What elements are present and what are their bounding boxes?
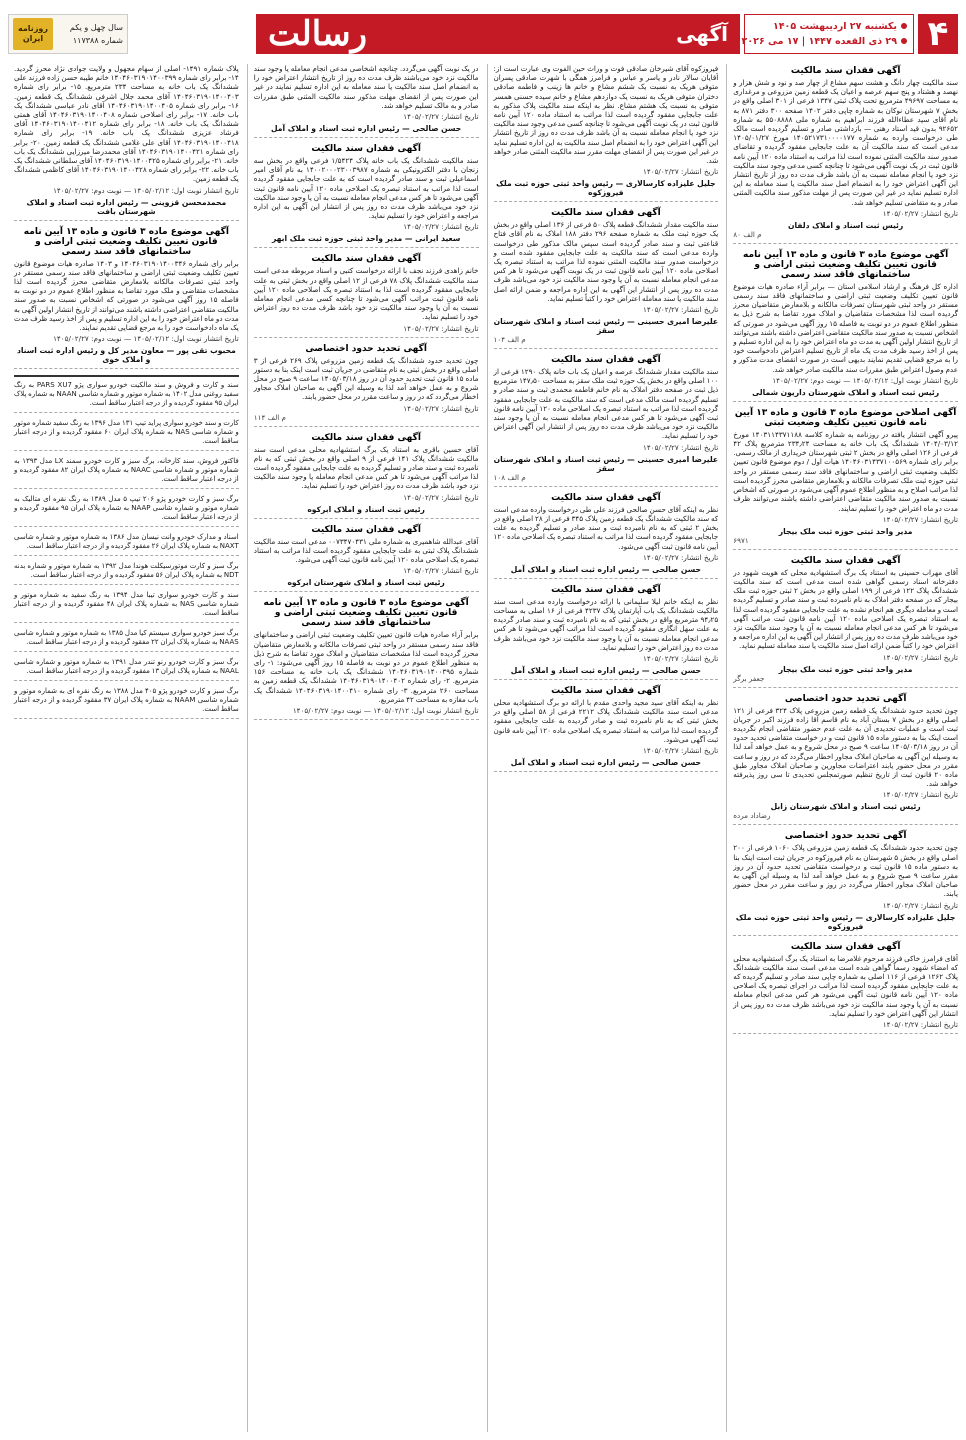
ad-publish-date: تاریخ انتشار: ۱۴۰۵/۰۲/۲۷ (882, 900, 958, 910)
ad-publish-date: تاریخ انتشار نوبت اول: ۱۴۰۵/۰۲/۱۲ — نوبت دوم: ۱۴۰۵/۰۲/۲۷ (292, 705, 479, 715)
ad-reference-code: رضاداد مرده (733, 811, 771, 821)
ad-body: در یک نوبت آگهی می‌گردد. چنانچه اشخاصی مدعی انجام معامله یا وجود سند مالکیت نزد خود می‌باشند ظرف مدت ده روز از تاریخ انتشار اعتراض خود را به انضمام اصل سند مالکیت یا سند معامله به این اداره تسلیم نمایند در غیر این صورت پس از انقضای مهلت مذکور سند مالکیت المثنی طبق مقررات صادر و به مالک تسلیم خواهد شد. (253, 64, 479, 110)
ad-title: آگهی فقدان سند مالکیت (311, 144, 421, 155)
masthead-box (8, 14, 128, 54)
vehicle-loss-text: برگ سبز و کارت موتورسیکلت هوندا مدل ۱۳۹۲ به شماره موتور و شماره بدنه NDT به شماره پلاک ایران ۵۶ مفقود گردیده و از درجه اعتبار ساقط است. (14, 562, 239, 580)
vehicle-loss-text: فاکتور فروش، سند کارخانه، برگ سبز و کارت خودرو سمند LX مدل ۱۳۹۳ به شماره موتور و شماره شاسی NAAC به شماره پلاک ایران ۸۲ مفقود گردیده و از درجه اعتبار ساقط است. (14, 457, 239, 484)
classified-ad (494, 208, 719, 349)
vehicle-loss-notice (14, 629, 239, 652)
classified-ad (733, 408, 958, 550)
vehicle-loss-notice (14, 457, 239, 489)
ad-title: آگهی فقدان سند مالکیت (311, 432, 421, 443)
classified-ad (254, 344, 479, 427)
ad-body: آقای مهراب حسینی به استناد یک برگ استشهادیه محلی که هویت شهود در دفترخانه اسناد رسمی گواهی شده است مدعی است که سند مالکیت ششدانگ پلاک ۱۲۲ فرعی از ۱۹۹ اصلی واقع در بخش ۲ ثبتی حوزه ثبت ملک بیجار که در صفحه دفتر املاک به نام نامبرده ثبت و سند صادر و تسلیم گردیده است و معامله دیگری هم انجام نشده به علت جابجایی مفقود گردیده است لذا به استناد تبصره یک اصلاحی ماده ۱۲۰ آیین نامه قانون ثبت مراتب آگهی می‌شود تا هر کس مدعی انجام معامله نسبت به آن یا وجود سند مالکیت نزد خود می‌باشد ظرف مدت ده روز پس از انتشار این آگهی به این اداره مراجعه و اعتراض خود را کتباً ضمن ارائه اصل سند مالکیت یا سند معامله تسلیم نماید. (733, 567, 958, 651)
ad-column (487, 64, 719, 1432)
ad-signature: حسن صالحی — رئیس اداره ثبت اسناد و املاک آمل (271, 124, 462, 134)
vehicle-loss-notice (14, 658, 239, 681)
ad-title: آگهی فقدان سند مالکیت (790, 555, 901, 566)
ad-signature: مدیر واحد ثبتی حوزه ثبت ملک بیجار (778, 526, 913, 536)
ad-body: چون تحدید حدود ششدانگ یک قطعه زمین مزروعی پلاک ۱۰۶۰ فرعی از ۲۰۰ اصلی واقع در بخش ۵ شهرستان به نام فیروزکوه در جریان ثبت است اینک بنا به دستور ماده ۱۵ قانون ثبت و درخواست متقاضی تحدید حدود آن در روز مقرر ساعت ۹ صبح شروع و به عمل خواهد آمد لذا به وسیله این آگهی به صاحبان املاک مجاور اخطار می‌گردد در روز و ساعت مقرر در محل حضور یابند. (733, 843, 958, 899)
ad-publish-date: تاریخ انتشار: ۱۴۰۵/۰۲/۲۷ (642, 745, 719, 755)
vehicle-loss-text: برگ سبز خودرو سواری سیستم کیا مدل ۱۳۸۵ به شماره موتور و شماره شاسی NAAS به شماره پلاک ایران ۲۲ مفقود گردیده و از درجه اعتبار ساقط است. (14, 629, 239, 647)
ad-signature: رئیس ثبت اسناد و املاک ابرکوه (307, 504, 425, 514)
ad-body: نظر به اینکه آقای حسن صالحی فرزند علی طی درخواست وارده مدعی است که سند مالکیت ششدانگ یک قطعه زمین پلاک ۳۴۵ فرعی از ۲۸ اصلی واقع در بخش ۲ ثبتی که به نام نامبرده ثبت و سند صادر و تسلیم گردیده به علت جابجایی مفقود گردیده است لذا مراتب به استناد تبصره یک اصلاحی ماده ۱۲۰ آیین نامه قانون ثبت آگهی می‌شود. (493, 504, 719, 551)
ad-publish-date: تاریخ انتشار: ۱۴۰۵/۰۲/۲۷ (403, 222, 479, 232)
ad-publish-date: تاریخ انتشار: ۱۴۰۵/۰۲/۲۷ (882, 790, 958, 800)
ad-columns (8, 64, 958, 1432)
ad-reference-code: م الف ۱۰۴ (493, 335, 526, 345)
ad-publish-date: تاریخ انتشار: ۱۴۰۵/۰۲/۲۷ (642, 653, 719, 663)
classified-ad (733, 694, 958, 826)
vehicle-loss-text: اسناد و مدارک خودرو وانت نیسان مدل ۱۳۸۶ به شماره موتور و شماره شاسی NAXT به شماره پلاک ایران ۲۶ مفقود گردیده و از درجه اعتبار ساقط است. (14, 533, 239, 551)
ad-body: سند مالکیت مقدار ششدانگ قطعه پلاک ۵۰ فرعی از ۱۳۶ اصلی واقع در بخش یک حوزه ثبت ملک به شماره صفحه ۲۹۶ دفتر ۱۸۸ املاک به نام آقای فتاح قناعتی ثبت و سند صادر گردیده است سپس مالک مذکور طی درخواست وارده مدعی است که سند مالکیت به علت جابجایی مفقود شده است و درخواست صدور سند مالکیت المثنی نموده لذا مراتب به استناد تبصره یک اصلاحی ماده ۱۲۰ آیین نامه قانون ثبت در یک نوبت آگهی می‌شود تا هر کس مدعی انجام معامله نسبت به آن یا وجود سند مالکیت نزد خود می‌باشد ظرف مدت ده روز پس از انتشار این آگهی به این اداره مراجعه و ضمن ارائه اصل سند مالکیت یا سند معامله اعتراض خود را کتباً تسلیم نماید. (493, 220, 719, 303)
ad-signature: علیرضا امیری حسینی — رئیس ثبت اسناد و املاک شهرستان سقز (493, 317, 719, 336)
ad-signature: جلیل علیزاده کارسالاری — رئیس واحد ثبتی حوزه ثبت ملک فیروزکوه (496, 179, 716, 198)
classified-ad (494, 686, 719, 772)
vehicle-loss-list (14, 381, 239, 719)
section-title: آگهی (676, 22, 728, 46)
ad-publish-date: تاریخ انتشار: ۱۴۰۵/۰۲/۲۷ (882, 1020, 958, 1029)
date-persian: یکشنبه ۲۷ اردیبهشت ۱۴۰۵ (772, 21, 897, 32)
classified-ad (494, 355, 719, 487)
vehicle-loss-notice (14, 381, 239, 413)
ad-signature: رئیس ثبت اسناد و املاک شهرستان ابرکوه (287, 578, 445, 588)
vehicle-loss-text: برگ سبز و کارت خودرو پژو ۴۰۵ مدل ۱۳۸۸ به رنگ نقره ای به شماره موتور و شماره شاسی NAAM به شماره پلاک ایران ۳۷ مفقود گردیده و از درجه اعتبار ساقط است. (14, 687, 239, 714)
ad-title: آگهی موضوع ماده ۳ قانون و ماده ۱۳ آیین نامه قانون تعیین تکلیف وضعیت ثبتی اراضی و ساختمانهای فاقد سند رسمی (743, 249, 949, 280)
ad-title: آگهی فقدان سند مالکیت (551, 685, 661, 696)
ad-body: فیروزکوه آقای شیرخان صادقی فوت و وراث حین الفوت وی عبارت است از: آقایان سالار نادر و یاسر و عباس و فرامرز همگی با شهرت صادقی پسران متوفی هریک به نسبت یک ششم مشاع و خانم ها زینب و فاطمه صادقی دختران متوفی هریک به نسبت یک دوازدهم مشاع و خانم سیده حسنی همسر متوفی به نسبت یک هشتم مشاع. نظر به اینکه سند مالکیت پلاک مذکور به علت جابجایی مفقود گردیده است لذا مراتب به استناد ماده ۱۲۰ آیین نامه قانون ثبت در یک نوبت آگهی می‌شود تا چنانچه کسی مدعی وجود سند مالکیت نزد خود یا انجام معامله نسبت به آن باشد ظرف مدت ده روز از تاریخ انتشار این آگهی اعتراض خود را به انضمام اصل سند مالکیت به این اداره تسلیم نماید در غیر این صورت پس از انقضای مهلت مقرر سند مالکیت المثنی صادر خواهد شد. (493, 64, 719, 166)
vehicle-loss-text: سند و کارت و فروش و سند مالکیت خودرو سواری پژو PARS XU7 به رنگ سفید روغنی مدل ۱۴۰۲ به شماره موتور و شماره شاسی NAAN به شماره پلاک ایران ۹۵ مفقود گردیده و از درجه اعتبار ساقط است. (14, 381, 239, 408)
classified-ad (254, 598, 479, 720)
vehicle-loss-notice (14, 495, 239, 527)
ad-signature: رئیس ثبت اسناد و املاک دلفان (787, 220, 904, 230)
logo-text-top: روزنامه (18, 24, 48, 33)
ad-body: سند مالکیت چهار دانگ و هشت سهم مشاع از چهار صد و نود و شش هزار و نهصد و هشتاد و پنج سهم عرصه و اعیان یک قطعه زمین مزروعی و مرغداری به مساحت ۴۹۶۹۷ مترمربع تحت پلاک ثبتی ۱۳۴۷ فرعی از ۳۰۱ اصلی واقع در بخش ۷ شهرستان نوکان به شماره چاپی دفتر ۱۴۰۲ صفحه ۳۰۰ دفتر ۸۷۱ به نام آقای سید عطاءالله فرزند ابراهیم به شماره ملی ۵۵۰۸۸۸۸ به شماره ۹۲۶۵۲ بدون قید استاد رهنی — بازداشتی صادر و تسلیم گردیده است مالک طی درخواست وارده به شماره ۱۴۰۵۲۱۷۳۱۰۰۰۰۱۷۷ مورخ ۱۴۰۵/۰۱/۲۷ مدعی است که سند مالکیت آن به علت جابجایی مفقود گردیده و تقاضای صدور سند مالکیت المثنی نموده است لذا مراتب به استناد ماده ۱۲۰ آیین نامه قانون ثبت در یک نوبت آگهی می‌شود تا چنانچه کسی مدعی وجود سند مالکیت نزد خود یا انجام معامله نسبت به آن باشد ظرف مدت ده روز از تاریخ انتشار این آگهی اعتراض خود را به انضمام اصل سند مالکیت یا سند معامله به این اداره تسلیم نماید در غیر این صورت پس از مهلت مذکور سند مالکیت المثنی صادر و به متقاضی تسلیم خواهد شد. (733, 78, 958, 207)
ad-body: پلاک شماره ۱۴۹۱- اصلی از سهام مجهول و ولایت جوادی نژاد محرز گردید. ۱۴- برابر رای شماره ۱۴۰۴۶۰۳۱۹۰۱۴۰۰۳۹۹ خانم طیبه حسن زاده فرزند علی ششدانگ یک باب خانه به مساحت ۲۳۴ مترمربع. ۱۵- برابر رای شماره ۱۴۰۴۶۰۳۱۹۰۱۴۰۰۴۰۳ آقای محمد جلال اشرفی ششدانگ یک قطعه زمین. ۱۶- برابر رای شماره ۱۴۰۴۶۰۳۱۹۰۱۴۰۰۴۰۵ آقای نادر عباسی ششدانگ یک باب خانه. ۱۷- برابر رای اصلاحی شماره ۱۴۰۴۶۰۳۱۹۰۱۴۰۰۴۰۸ آقای همتی ششدانگ یک باب خانه. ۱۸- برابر رای شماره ۱۴۰۴۶۰۳۱۹۰۱۴۰۰۴۱۲ آقای فرشاد عزیزی ششدانگ یک باب خانه. ۱۹- برابر رای شماره ۱۴۰۴۶۰۳۱۹۰۱۴۰۰۴۱۸ آقای علی غلامی ششدانگ یک قطعه زمین. ۲۰- برابر رای شماره ۱۴۰۴۶۰۳۱۹۰۱۴۰۰۴۲۱ آقای محمدرضا میرزایی ششدانگ یک باب خانه. ۲۱- برابر رای شماره ۱۴۰۴۶۰۳۱۹۰۱۴۰۰۴۲۵ آقای سلطانی ششدانگ یک باب خانه. ۲۲- برابر رای شماره ۱۴۰۴۶۰۳۱۹۰۱۴۰۰۴۲۸ آقای کاظمی ششدانگ یک قطعه زمین. (14, 64, 239, 184)
ad-publish-date: تاریخ انتشار: ۱۴۰۵/۰۲/۲۷ (882, 208, 958, 218)
ad-title: آگهی فقدان سند مالکیت (790, 66, 901, 76)
vehicle-loss-notice (14, 687, 239, 719)
ad-body: آقای عبدالله شاهمیری به شماره ملی ۰۰۷۳۴۷۰۴۳۱ مدعی است سند مالکیت ششدانگ پلاک ثبتی به علت جابجایی مفقود گردیده است لذا مراتب به استناد تبصره یک اصلاحی ماده ۱۲۰ آیین نامه قانون ثبت آگهی می‌شود. (253, 536, 479, 565)
ad-signature: علیرضا امیری حسینی — رئیس ثبت اسناد و املاک شهرستان سقز (493, 454, 719, 473)
ad-title: آگهی فقدان سند مالکیت (551, 355, 661, 366)
classified-ad (733, 831, 958, 935)
ad-body: نظر به اینکه آقای سید مجید واحدی مقدم با ارائه دو برگ استشهادیه محلی مدعی است سند مالکیت ششدانگ پلاک ۲۲۱۲ فرعی از ۵۸ اصلی واقع در بخش ثبتی که به نام نامبرده ثبت و صادر گردیده به علت جابجایی مفقود گردیده است لذا مراتب به استناد تبصره یک اصلاحی ماده ۱۲۰ آیین نامه قانون ثبت آگهی می‌شود. (493, 697, 719, 744)
vehicle-loss-notice (14, 562, 239, 585)
ad-body: سند مالکیت ششدانگ یک باب خانه پلاک ۱/۵۴۲۴ فرعی واقع در بخش سه زنجان با دفتر الکترونیکی به شماره ۱۴۰۰۲۰۰۰۲۳۰۰۳۹۸۷ به نام آقای امیر اسماعیلی ثبت و سند صادر گردیده است که به علت جابجایی مفقود گردیده است لذا مراتب به استناد تبصره یک اصلاحی ماده ۱۲۰ آیین نامه قانون ثبت آگهی می‌شود تا هر کس مدعی انجام معامله نسبت به آن یا وجود سند مالکیت نزد خود می‌باشد ظرف مدت ده روز پس از انتشار این آگهی به این اداره مراجعه و اعتراض خود را تسلیم نماید. (253, 156, 479, 221)
ad-column (247, 64, 479, 1432)
ad-publish-date: تاریخ انتشار: ۱۴۰۵/۰۲/۲۷ (642, 552, 719, 562)
ad-signature: حسن صالحی — رئیس اداره ثبت اسناد و املاک آمل (510, 665, 701, 675)
ad-publish-date: تاریخ انتشار نوبت اول: ۱۴۰۵/۰۲/۱۲ — نوبت دوم: ۱۴۰۵/۰۲/۲۷ (53, 334, 239, 344)
ad-publish-date: تاریخ انتشار: ۱۴۰۵/۰۲/۲۷ (882, 514, 958, 524)
ad-body: چون تحدید حدود ششدانگ یک قطعه زمین مزروعی پلاک ۲۶۹ فرعی از ۳ اصلی واقع در بخش ثبتی به نام متقاضی در جریان ثبت است اینک بنا به دستور ماده ۱۵ قانون ثبت تحدید حدود آن در روز ۱۴۰۵/۰۳/۱۸ ساعت ۹ صبح در محل شروع و به عمل خواهد آمد لذا به وسیله این آگهی به صاحبان املاک مجاور اخطار می‌گردد که در روز و ساعت مقرر در محل حضور یابند. (253, 355, 479, 402)
ad-title: آگهی فقدان سند مالکیت (790, 941, 901, 952)
classified-ad (494, 585, 719, 680)
classified-ad (494, 64, 719, 202)
ad-reference-code: ۶۹۷۱ (733, 535, 749, 545)
ad-publish-date: تاریخ انتشار: ۱۴۰۵/۰۲/۲۷ (882, 652, 958, 662)
ad-publish-date: تاریخ انتشار: ۱۴۰۵/۰۲/۲۷ (403, 403, 479, 413)
issue-number: شماره ۱۱۷۳۸۸ (72, 36, 123, 45)
ad-publish-date: تاریخ انتشار: ۱۴۰۵/۰۲/۲۷ (642, 305, 719, 315)
vehicle-loss-notice (14, 419, 239, 451)
ad-signature: حسن صالحی — رئیس اداره ثبت اسناد و املاک آمل (510, 564, 701, 574)
ad-reference-code: م الف ۱۱۴ (253, 412, 286, 422)
ad-title: آگهی موضوع ماده ۳ قانون و ماده ۱۳ آیین نامه قانون تعیین تکلیف وضعیت ثبتی اراضی و ساختمانهای فاقد سند رسمی (23, 226, 229, 257)
page-number: ۴ (918, 14, 958, 54)
vehicle-loss-notice (14, 591, 239, 623)
masthead-meta (70, 21, 123, 47)
ad-publish-date: تاریخ انتشار: ۱۴۰۵/۰۲/۲۷ (403, 566, 479, 576)
ad-publish-date: تاریخ انتشار: ۱۴۰۵/۰۲/۲۷ (642, 442, 719, 452)
vehicle-loss-text: برگ سبز و کارت خودرو پژو ۲۰۶ تیپ ۵ مدل ۱۳۸۹ به رنگ نقره ای متالیک به شماره موتور و شماره شاسی NAAP به شماره پلاک ایران ۹۵ مفقود گردیده و از درجه اعتبار ساقط است. (14, 495, 239, 522)
logo-text-bottom: ایران (22, 34, 44, 43)
ad-body: آقای حسین باقری به استناد یک برگ استشهادیه محلی مدعی است سند مالکیت ششدانگ پلاک ۱۴۱ فرعی از ۹ اصلی واقع در بخش ثبتی که به نام نامبرده ثبت و سند صادر و تسلیم گردیده به علت جابجایی مفقود گردیده است لذا مراتب آگهی می‌شود تا هر کس مدعی انجام معامله یا وجود سند مالکیت نزد خود باشد ظرف مدت ده روز اعتراض خود را تسلیم نماید. (253, 444, 479, 491)
ad-body: سند مالکیت مقدار ششدانگ عرصه و اعیان یک باب خانه پلاک ۱۲۹۰ فرعی از ۱۰۰ اصلی واقع در بخش یک حوزه ثبت ملک سقز به مساحت ۱۴۷٫۵۰ مترمربع ذیل ثبت در صفحه دفتر املاک به نام خانم فاطمه محمدی ثبت و سند صادر و تسلیم گردیده است مالک مدعی است که سند مالکیت به علت جابجایی مفقود گردیده است لذا مراتب به استناد تبصره یک اصلاحی ماده ۱۲۰ آیین نامه قانون ثبت آگهی می‌شود تا هر کس مدعی انجام معامله نسبت به آن یا وجود سند مالکیت نزد خود می‌باشد ظرف مدت ده روز پس از انتشار این آگهی اعتراض خود را تسلیم نماید. (493, 367, 719, 441)
vehicle-loss-notice (14, 533, 239, 556)
ad-reference-code: م الف ۱۰۸ (493, 472, 526, 482)
bullet-icon (901, 23, 907, 29)
ad-title: آگهی اصلاحی موضوع ماده ۳ قانون و ماده ۱۳ آیین نامه قانون تعیین تکلیف وضعیت ثبتی (734, 407, 957, 428)
classified-ad (733, 942, 958, 1034)
ad-publish-date: تاریخ انتشار: ۱۴۰۵/۰۲/۲۷ (403, 112, 479, 122)
vehicle-loss-text: برگ سبز و کارت خودرو رنو تندر مدل ۱۳۹۱ به شماره موتور و شماره شاسی NAAL به شماره پلاک ایران ۱۳ مفقود گردیده و از درجه اعتبار ساقط است. (14, 658, 239, 676)
classified-ad (254, 144, 479, 248)
ad-body: برابر رای شماره ۱۴۰۴۶۰۳۱۹۰۱۴۰۰۳۴۶ و ۱۴۰۳ صادره هیات موضوع قانون تعیین تکلیف وضعیت ثبتی اراضی و ساختمانهای فاقد سند رسمی مستقر در واحد ثبتی تصرفات مالکانه بلامعارض متقاضی محرز گردیده است لذا مشخصات متقاضی و ملک مورد تقاضا به منظور اطلاع عموم در دو نوبت به فاصله ۱۵ روز آگهی می‌شود در صورتی که اشخاص نسبت به صدور سند مالکیت متقاضی اعتراضی داشته باشند می‌توانند از تاریخ انتشار اولین آگهی به مدت دو ماه اعتراض خود را به این اداره تسلیم و پس از اخذ رسید ظرف مدت یک ماه دادخواست خود را به مرجع قضایی تقدیم نمایند. (14, 258, 239, 333)
ad-column (726, 64, 958, 1432)
classified-ad (254, 254, 479, 337)
ad-signature: رئیس ثبت اسناد و املاک شهرستان زابل (770, 802, 921, 812)
classified-ad (494, 493, 719, 579)
page-header (8, 14, 958, 54)
section-divider (14, 375, 239, 377)
date-box (741, 14, 914, 54)
ad-title: آگهی تحدید حدود اختصاصی (305, 343, 427, 354)
ad-signature: رئیس ثبت اسناد و املاک شهرستان داریون شمالی (752, 387, 940, 397)
ad-title: آگهی تحدید حدود اختصاصی (784, 831, 907, 842)
ad-body: اداره کل فرهنگ و ارشاد اسلامی استان — برابر آراء صادره هیات موضوع قانون تعیین تکلیف وضعیت ثبتی اراضی و ساختمانهای فاقد سند رسمی مستقر در واحد ثبتی شهرستان تصرفات مالکانه و بلامعارض متقاضیان محرز گردیده است لذا مشخصات متقاضیان و املاک مورد تقاضا به شرح ذیل به منظور اطلاع عموم در دو نوبت به فاصله ۱۵ روز آگهی می‌شود در صورتی که اشخاص نسبت به صدور سند مالکیت متقاضی اعتراضی داشته باشند می‌توانند از تاریخ انتشار اولین آگهی به مدت دو ماه اعتراض خود را به این اداره تسلیم و پس از اخذ رسید ظرف مدت یک ماه از تاریخ تسلیم اعتراض دادخواست خود را به مرجع قضایی تقدیم نمایند بدیهی است در صورت انقضای مدت مذکور و عدم وصول اعتراض طبق مقررات سند مالکیت صادر خواهد شد. (733, 281, 958, 374)
ad-body: چون تحدید حدود ششدانگ یک قطعه زمین مزروعی پلاک ۳۲۴ فرعی از ۱۲۱ اصلی واقع در بخش ۷ بستان آباد به نام قاسم آقا زاده فرزند اکبر در جریان ثبت است و عملیات تحدیدی آن به علت عدم حضور متقاضی انجام نگردیده است اینک بنا به دستور ماده ۱۵ قانون ثبت و در خواست متقاضی تحدید حدود آن در روز ۱۴۰۵/۰۳/۱۸ ساعت ۹ صبح در محل شروع و به عمل خواهد آمد لذا به وسیله این آگهی به صاحبان املاک مجاور اخطار می‌گردد که در روز و ساعت مقرر در محل حضور یابند اعتراضات مجاورین و صاحبان املاک مجاور طبق ماده ۲۰ قانون ثبت از تاریخ تنظیم صورتمجلس تحدیدی تا سی روز پذیرفته خواهد شد. (733, 705, 958, 789)
ad-body: پیرو آگهی انتشار یافته در روزنامه به شماره کلاسه ۱۴۰۳۱۱۴۳۷۱۱۸۸ مورخ ۱۴۰۴/۰۳/۱۲ ششدانگ یک باب خانه به مساحت ۲۳۴٫۲۴ مترمربع پلاک ۴۲ فرعی از ۱۲۶ اصلی واقع در بخش ۲ ثبتی شهرستان خریداری از مالک رسمی. برابر رای شماره ۱۴۰۴۶۰۳۱۴۳۷۱۰۰۵۶۹ هیات اول / دوم موضوع قانون تعیین تکلیف وضعیت ثبتی اراضی و ساختمانهای فاقد سند رسمی مستقر در واحد ثبتی حوزه ثبت ملک تصرفات مالکانه و بلامعارض متقاضی محرز گردیده است لذا مراتب اصلاح و به منظور اطلاع عموم آگهی می‌شود در صورتی که اشخاص نسبت به صدور سند مالکیت متقاضی اعتراضی داشته باشند می‌توانند ظرف مدت دو ماه اعتراض خود را تسلیم نمایند. (733, 429, 958, 513)
volume-label: سال چهل و یکم (69, 23, 123, 32)
classified-ad (733, 250, 958, 402)
ad-signature: سعید ایرانی — مدیر واحد ثبتی حوزه ثبت ملک ابهر (271, 234, 461, 244)
ad-title: آگهی فقدان سند مالکیت (551, 492, 661, 503)
ad-publish-date: تاریخ انتشار: ۱۴۰۵/۰۲/۲۷ (403, 492, 479, 502)
ad-publish-date: تاریخ انتشار نوبت اول: ۱۴۰۵/۰۲/۱۲ — نوبت دوم: ۱۴۰۵/۰۲/۲۷ (772, 375, 958, 385)
ad-publish-date: تاریخ انتشار نوبت اول: ۱۴۰۵/۰۲/۱۲ — نوبت دوم: ۱۴۰۵/۰۲/۲۷ (53, 185, 239, 195)
ad-signature: مدیر واحد ثبتی حوزه ثبت ملک بیجار (778, 664, 913, 674)
classified-ad (733, 66, 958, 244)
ad-body: نظر به اینکه خانم لیلا سلیمانی با ارائه درخواست وارده مدعی است سند مالکیت ششدانگ یک باب آپارتمان پلاک ۴۲۳۷ فرعی از ۱۶ اصلی به مساحت ۹۴٫۲۵ مترمربع واقع در بخش ثبتی که به نام نامبرده ثبت و سند صادر گردیده به علت سهل انگاری مفقود گردیده است لذا مراتب آگهی می‌شود تا هر کس مدعی انجام معامله نسبت به آن یا وجود سند مالکیت نزد خود می‌باشد ظرف مدت ده روز اعتراض خود را تسلیم نماید. (493, 596, 719, 652)
date-hijri-gregorian: ۲۹ ذی القعده ۱۴۴۷ | ۱۷ می ۲۰۲۶ (741, 36, 897, 47)
ad-title: آگهی فقدان سند مالکیت (311, 254, 421, 265)
ad-title: آگهی تحدید حدود اختصاصی (784, 693, 907, 704)
newspaper-logo (13, 18, 53, 50)
classified-ad (14, 227, 239, 370)
classified-ad (254, 64, 479, 138)
ad-signature: محبوب تقی پور — معاون مدیر کل و رئیس اداره ثبت اسناد و املاک خوی (16, 346, 236, 365)
ad-signature: جلیل علیزاده کارسالاری — رئیس واحد ثبتی حوزه ثبت ملک فیروزکوه (735, 912, 956, 931)
ad-title: آگهی فقدان سند مالکیت (551, 584, 661, 595)
vehicle-loss-text: کارت و سند خودرو سواری پراید تیپ ۱۳۱ مدل ۱۳۹۶ به رنگ سفید شماره موتور و شماره شاسی NAS به شماره پلاک ایران ۶۰ مفقود گردیده و از درجه اعتبار ساقط است. (14, 419, 239, 446)
section-band (256, 14, 740, 54)
ad-column (8, 64, 239, 1432)
vehicle-loss-text: سند و کارت خودرو سواری تیبا مدل ۱۳۹۴ به رنگ سفید به شماره موتور و شماره شاسی NAS به شماره پلاک ایران ۴۸ مفقود گردیده و از درجه اعتبار ساقط است. (14, 591, 239, 618)
classified-ad (14, 64, 239, 221)
classified-ad (254, 433, 479, 519)
ad-publish-date: تاریخ انتشار: ۱۴۰۵/۰۲/۲۷ (642, 167, 719, 177)
brand-logo: رسالت (268, 14, 368, 54)
ad-body: برابر آراء صادره هیات قانون تعیین تکلیف وضعیت ثبتی اراضی و ساختمانهای فاقد سند رسمی مستقر در واحد ثبتی تصرفات مالکانه و بلامعارض متقاضیان محرز گردیده است لذا مشخصات متقاضیان و املاک مورد تقاضا به شرح ذیل به منظور اطلاع عموم در دو نوبت به فاصله ۱۵ روز آگهی می‌شود: ۱- رای شماره ۱۴۰۴۶۰۳۱۹۰۱۴۰۰۳۹۵ ششدانگ یک باب خانه به مساحت ۱۵۶ مترمربع. ۲- رای شماره ۱۴۰۴۶۰۳۱۹۰۱۴۰۰۴۰۲ ششدانگ یک قطعه زمین به مساحت ۲۶۰ مترمربع. ۳- رای شماره ۱۴۰۴۶۰۳۱۹۰۱۴۰۰۴۱۰ ششدانگ یک باب مغازه به مساحت ۴۲ مترمربع. (253, 630, 479, 704)
ad-title: آگهی فقدان سند مالکیت (551, 208, 661, 219)
ad-signature: محمدمحسن قزوینی — رئیس اداره ثبت اسناد و املاک شهرستان بافت (26, 197, 227, 216)
ad-body: خانم زاهدی فرزند نجف با ارائه درخواست کتبی و اسناد مربوطه مدعی است سند مالکیت ششدانگ پلاک ۷۸ فرعی از ۱۲ اصلی واقع در بخش ثبتی به علت جابجایی مفقود گردیده است لذا به استناد تبصره یک اصلاحی ماده ۱۲۰ آیین نامه قانون ثبت مراتب آگهی می‌شود تا چنانچه کسی مدعی انجام معامله نسبت به آن یا وجود سند مالکیت نزد خود باشد ظرف مدت ده روز اعتراض خود را تسلیم نماید. (253, 266, 479, 322)
classified-ad (733, 556, 958, 688)
bullet-icon (901, 38, 907, 44)
ad-reference-code: جعفر برگر (733, 673, 765, 683)
ad-title: آگهی موضوع ماده ۳ قانون و ماده ۱۳ آیین نامه قانون تعیین تکلیف وضعیت ثبتی اراضی و ساختمانهای فاقد سند رسمی (263, 598, 469, 629)
ad-body: آقای فرامرز خاکی فرزند مرحوم غلامرضا به استناد یک برگ استشهادیه محلی که امضاء شهود رسماً گواهی شده است مدعی است سند مالکیت ششدانگ پلاک ۱۲۶۲ فرعی از ۱۱۶ اصلی به شماره چاپی سند صادر و تسلیم گردیده که به علت جابجایی مفقود گردیده است لذا مراتب در اجرای تبصره یک اصلاحی ماده ۱۲۰ آیین نامه قانون ثبت آگهی می‌شود هر کس مدعی انجام معامله نسبت به آن یا وجود سند مالکیت نزد خود می‌باشد ظرف مدت ده روز پس از انتشار این آگهی اعتراض خود را تسلیم نماید. (733, 953, 958, 1018)
ad-signature: حسن صالحی — رئیس اداره ثبت اسناد و املاک آمل (510, 757, 701, 767)
ad-reference-code: م الف ۸۰ (733, 229, 762, 239)
ad-title: آگهی فقدان سند مالکیت (311, 524, 421, 535)
classified-ad (254, 525, 479, 593)
ad-publish-date: تاریخ انتشار: ۱۴۰۵/۰۲/۲۷ (403, 323, 479, 333)
